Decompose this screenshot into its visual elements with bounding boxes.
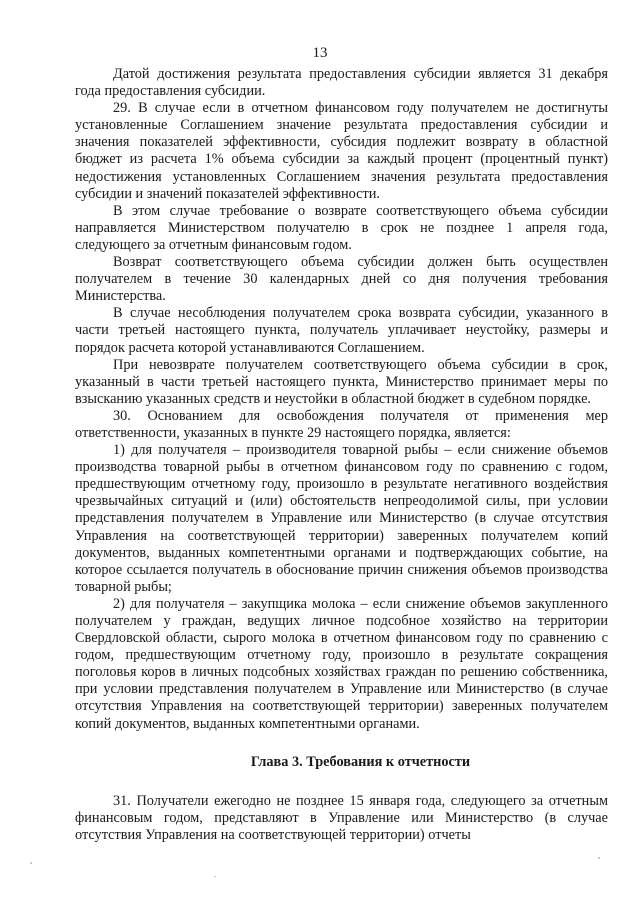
chapter-title: Глава 3. Требования к отчетности — [250, 753, 471, 770]
scan-speck — [30, 862, 32, 864]
paragraph-29-enforcement: При невозврате получателем соответствующего объема субсидии в срок, указанный в части третьей настоящего пункта, Министерство принимает меры по взысканию указанных средств и неустойки в областной бюджет в судебном порядке. — [75, 356, 608, 407]
page-number: 13 — [312, 45, 328, 61]
paragraph-29-refund-request: В этом случае требование о возврате соответствующего объема субсидии направляется Министерством получателю в срок не позднее 1 апреля года, следующего за отчетным финансовым годом. — [75, 202, 608, 253]
paragraph-31: 31. Получатели ежегодно не позднее 15 января года, следующего за отчетным финансовым годом, представляют в Управление или Министерство (в случае отсутствия Управления на соответствующей территории) отчеты — [75, 792, 608, 843]
paragraph-30: 30. Основанием для освобождения получателя от применения мер ответственности, указанных в пункте 29 настоящего порядка, является: — [75, 407, 608, 441]
scan-speck — [598, 857, 600, 859]
paragraph-29-refund-term: Возврат соответствующего объема субсидии должен быть осуществлен получателем в течение 30 календарных дней со дня получения требования Министерства. — [75, 254, 608, 305]
paragraph-30-item-1: 1) для получателя – производителя товарной рыбы – если снижение объемов производства товарной рыбы в отчетном финансовом году по сравнению с годом, предшествующим отчетному году, произошло в результате негативного воздействия чрезвычайных ситуаций и (или) обстоятельств непреодолимой силы, при условии представления получателем в Управление или Министерство (в случае отсутствия Управления на соответствующей территории) заверенных получателем копий документов, выданных компетентными органами и подтверждающих событие, на которое ссылается получатель в обоснование причин снижения объемов производства товарной рыбы; — [75, 442, 608, 595]
paragraph-30-item-2: 2) для получателя – закупщика молока – если снижение объемов закупленного получателем у граждан, ведущих личное подсобное хозяйство на территории Свердловской области, сырого молока в отчетном финансовом году по сравнению с годом, предшествующим отчетному году, произошло в результате сокращения поголовья коров в личных подсобных хозяйствах граждан по решению собственника, при условии представления получателем в Управление или Министерство (в случае отсутствия Управления на соответствующей территории) заверенных получателем копий документов, выданных компетентными органами. — [75, 595, 608, 732]
scan-speck — [214, 876, 216, 877]
paragraph-result-date: Датой достижения результата предоставления субсидии является 31 декабря года предоставления субсидии. — [75, 66, 608, 100]
document-body — [75, 66, 608, 844]
paragraph-29: 29. В случае если в отчетном финансовом году получателем не достигнуты установленные Соглашением значение результата предоставления субсидии и значения показателей эффективности, субсидия подлежит возврату в областной бюджет из расчета 1% объема субсидии за каждый процент (процентный пункт) недостижения установленных Соглашением значения результата предоставления субсидии и значений показателей эффективности. — [75, 100, 608, 202]
paragraph-29-penalty: В случае несоблюдения получателем срока возврата субсидии, указанного в части третьей настоящего пункта, получатель уплачивает неустойку, размеры и порядок расчета которой устанавливаются Соглашением. — [75, 305, 608, 356]
